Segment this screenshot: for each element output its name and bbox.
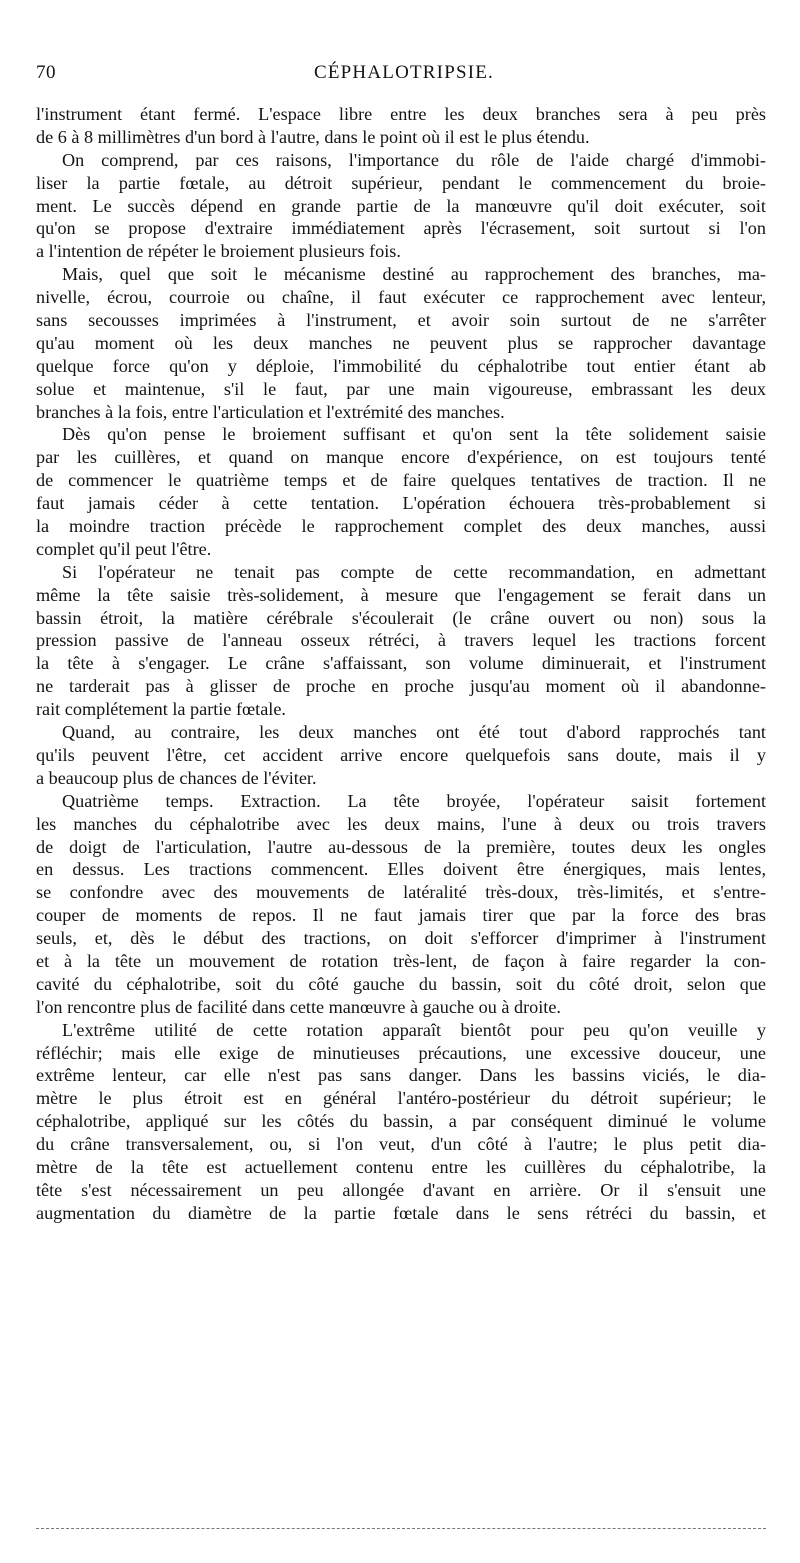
- text-line: branches à la fois, entre l'articulation et l'extrémité des manches.: [36, 401, 505, 422]
- text-line: solue et maintenue, s'il le faut, par une main vigoureuse, embrassant les deux: [36, 378, 766, 399]
- text-line: par les cuillères, et quand on manque encore d'expérience, on est toujours tenté: [36, 447, 766, 468]
- text-line: mètre le plus étroit est en général l'antéro-postérieur du détroit supérieur; le: [36, 1088, 766, 1109]
- text-line: L'extrême utilité de cette rotation apparaît bientôt pour peu qu'on veuille y: [62, 1019, 766, 1040]
- text-line: couper de moments de repos. Il ne faut jamais tirer que par la force des bras: [36, 905, 766, 926]
- text-line: ment. Le succès dépend en grande partie de la manœuvre qu'il doit exécuter, soit: [36, 195, 766, 216]
- text-line: la tête à s'engager. Le crâne s'affaissant, son volume diminuerait, et l'instrument: [36, 653, 766, 674]
- text-line: Quatrième temps. Extraction. La tête broyée, l'opérateur saisit fortement: [62, 790, 766, 811]
- text-line: bassin étroit, la matière cérébrale s'écoulerait (le crâne ouvert ou non) sous la: [36, 607, 766, 628]
- text-line: sans secousses imprimées à l'instrument, et avoir soin surtout de ne s'arrêter: [36, 310, 766, 331]
- text-line: cavité du céphalotribe, soit du côté gauche du bassin, soit du côté droit, selon que: [36, 973, 766, 994]
- text-line: les manches du céphalotribe avec les deux mains, l'une à deux ou trois travers: [36, 813, 766, 834]
- text-line: tête s'est nécessairement un peu allongée d'avant en arrière. Or il s'ensuit une: [36, 1179, 766, 1200]
- text-line: mètre de la tête est actuellement contenu entre les cuillères du céphalotribe, la: [36, 1156, 766, 1177]
- text-line: liser la partie fœtale, au détroit supérieur, pendant le commencement du broie-: [36, 172, 766, 193]
- text-line: qu'ils peuvent l'être, cet accident arrive encore quelquefois sans doute, mais il y: [36, 744, 766, 765]
- text-line: a beaucoup plus de chances de l'éviter.: [36, 767, 317, 788]
- text-line: qu'au moment où les deux manches ne peuvent plus se rapprocher davantage: [36, 332, 766, 353]
- text-line: pression passive de l'anneau osseux rétréci, à travers lequel les tractions forcent: [36, 630, 766, 651]
- text-line: On comprend, par ces raisons, l'importance du rôle de l'aide chargé d'immobi-: [62, 149, 766, 170]
- text-line: qu'on se propose d'extraire immédiatement après l'écrasement, soit surtout si l'on: [36, 218, 766, 239]
- body-text: [36, 103, 766, 1225]
- text-line: seuls, et, dès le début des tractions, on doit s'efforcer d'imprimer à l'instrument: [36, 928, 766, 949]
- text-line: extrême lenteur, car elle n'est pas sans danger. Dans les bassins viciés, le dia-: [36, 1065, 766, 1086]
- text-line: l'instrument étant fermé. L'espace libre entre les deux branches sera à peu près: [36, 104, 766, 124]
- text-line: ne tarderait pas à glisser de proche en proche jusqu'au moment où il abandonne-: [36, 676, 766, 697]
- text-line: Quand, au contraire, les deux manches ont été tout d'abord rapprochés tant: [62, 722, 766, 743]
- text-line: réfléchir; mais elle exige de minutieuses précautions, une excessive douceur, une: [36, 1042, 766, 1063]
- text-line: augmentation du diamètre de la partie fœtale dans le sens rétréci du bassin, et: [36, 1202, 766, 1223]
- text-line: a l'intention de répéter le broiement plusieurs fois.: [36, 241, 401, 262]
- running-title: CÉPHALOTRIPSIE.: [313, 62, 495, 83]
- bottom-rule: [36, 1528, 766, 1529]
- text-line: faut jamais céder à cette tentation. L'opération échouera très-probablement si: [36, 493, 766, 514]
- text-line: la moindre traction précède le rapprochement complet des deux manches, aussi: [36, 516, 766, 537]
- text-line: quelque force qu'on y déploie, l'immobilité du céphalotribe tout entier étant ab: [36, 355, 766, 376]
- text-line: Dès qu'on pense le broiement suffisant et qu'on sent la tête solidement saisie: [62, 424, 766, 445]
- text-line: céphalotribe, appliqué sur les côtés du bassin, a par conséquent diminué le volume: [36, 1111, 766, 1132]
- text-line: du crâne transversalement, ou, si l'on veut, d'un côté à l'autre; le plus petit dia-: [36, 1134, 766, 1155]
- text-line: même la tête saisie très-solidement, à mesure que l'engagement se ferait dans un: [36, 584, 766, 605]
- text-line: de 6 à 8 millimètres d'un bord à l'autre, dans le point où il est le plus étendu.: [36, 126, 590, 147]
- text-line: rait complétement la partie fœtale.: [36, 699, 286, 720]
- text-line: Si l'opérateur ne tenait pas compte de cette recommandation, en admettant: [62, 561, 766, 582]
- text-line: de doigt de l'articulation, l'autre au-dessous de la première, toutes deux les ongles: [36, 836, 766, 857]
- text-line: en dessus. Les tractions commencent. Elles doivent être énergiques, mais lentes,: [36, 859, 766, 880]
- text-line: l'on rencontre plus de facilité dans cette manœuvre à gauche ou à droite.: [36, 996, 561, 1017]
- page-number: 70: [36, 62, 56, 83]
- text-line: complet qu'il peut l'être.: [36, 538, 212, 559]
- text-line: de commencer le quatrième temps et de faire quelques tentatives de traction. Il ne: [36, 470, 766, 491]
- page-header: [36, 62, 772, 92]
- text-line: et à la tête un mouvement de rotation très-lent, de façon à faire regarder la con-: [36, 950, 766, 971]
- text-line: se confondre avec des mouvements de latéralité très-doux, très-limités, et s'entre-: [36, 882, 766, 903]
- text-line: Mais, quel que soit le mécanisme destiné au rapprochement des branches, ma-: [62, 264, 766, 285]
- text-line: nivelle, écrou, courroie ou chaîne, il faut exécuter ce rapprochement avec lenteur,: [36, 287, 766, 308]
